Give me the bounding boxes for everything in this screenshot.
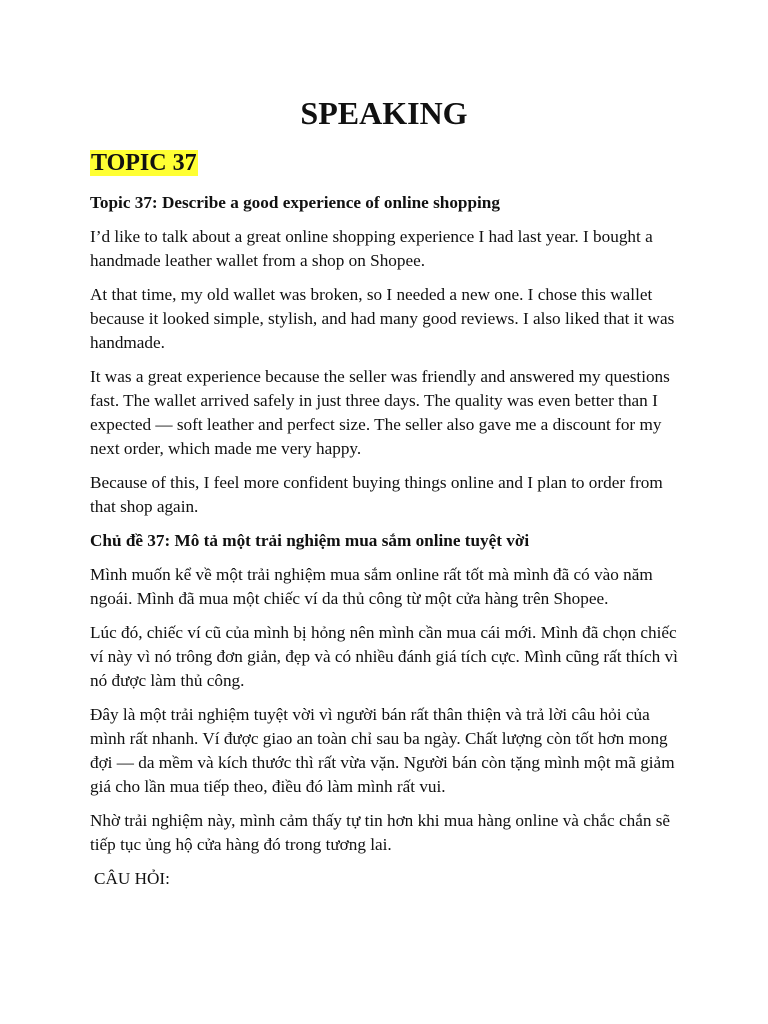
topic-label-highlight: TOPIC 37 [91, 150, 197, 176]
vietnamese-heading: Chủ đề 37: Mô tả một trải nghiệm mua sắm online tuyệt vời [90, 531, 530, 550]
vietnamese-paragraph-1: Mình muốn kể về một trải nghiệm mua sắm online rất tốt mà mình đã có vào năm ngoái. Mình đã mua một chiếc ví da thủ công từ một cửa hàng trên Shopee. [90, 565, 653, 608]
page-title: SPEAKING [300, 95, 468, 131]
questions-label: CÂU HỎI: [94, 869, 170, 888]
english-paragraph-4: Because of this, I feel more confident buying things online and I plan to order from that shop again. [90, 473, 663, 516]
document-body [90, 191, 680, 901]
english-heading: Topic 37: Describe a good experience of online shopping [90, 193, 500, 212]
english-paragraph-3: It was a great experience because the seller was friendly and answered my questions fast. The wallet arrived safely in just three days. The quality was even better than I expected — soft leather and perfect size. The seller also gave me a discount for my next order, which made me very happy. [90, 367, 670, 458]
english-paragraph-2: At that time, my old wallet was broken, so I needed a new one. I chose this wallet because it looked simple, stylish, and had many good reviews. I also liked that it was handmade. [90, 285, 675, 352]
topic-label [90, 148, 198, 178]
vietnamese-paragraph-2: Lúc đó, chiếc ví cũ của mình bị hỏng nên mình cần mua cái mới. Mình đã chọn chiếc ví này vì nó trông đơn giản, đẹp và có nhiều đánh giá tích cực. Mình cũng rất thích vì nó được làm thủ công. [90, 623, 678, 690]
vietnamese-paragraph-3: Đây là một trải nghiệm tuyệt vời vì người bán rất thân thiện và trả lời câu hỏi của mình rất nhanh. Ví được giao an toàn chỉ sau ba ngày. Chất lượng còn tốt hơn mong đợi — da mềm và kích thước thì rất vừa vặn. Người bán còn tặng mình một mã giảm giá cho lần mua tiếp theo, điều đó làm mình rất vui. [90, 705, 675, 796]
vietnamese-paragraph-4: Nhờ trải nghiệm này, mình cảm thấy tự tin hơn khi mua hàng online và chắc chắn sẽ tiếp tục ủng hộ cửa hàng đó trong tương lai. [90, 811, 671, 854]
english-paragraph-1: I’d like to talk about a great online shopping experience I had last year. I bought a handmade leather wallet from a shop on Shopee. [90, 227, 653, 270]
